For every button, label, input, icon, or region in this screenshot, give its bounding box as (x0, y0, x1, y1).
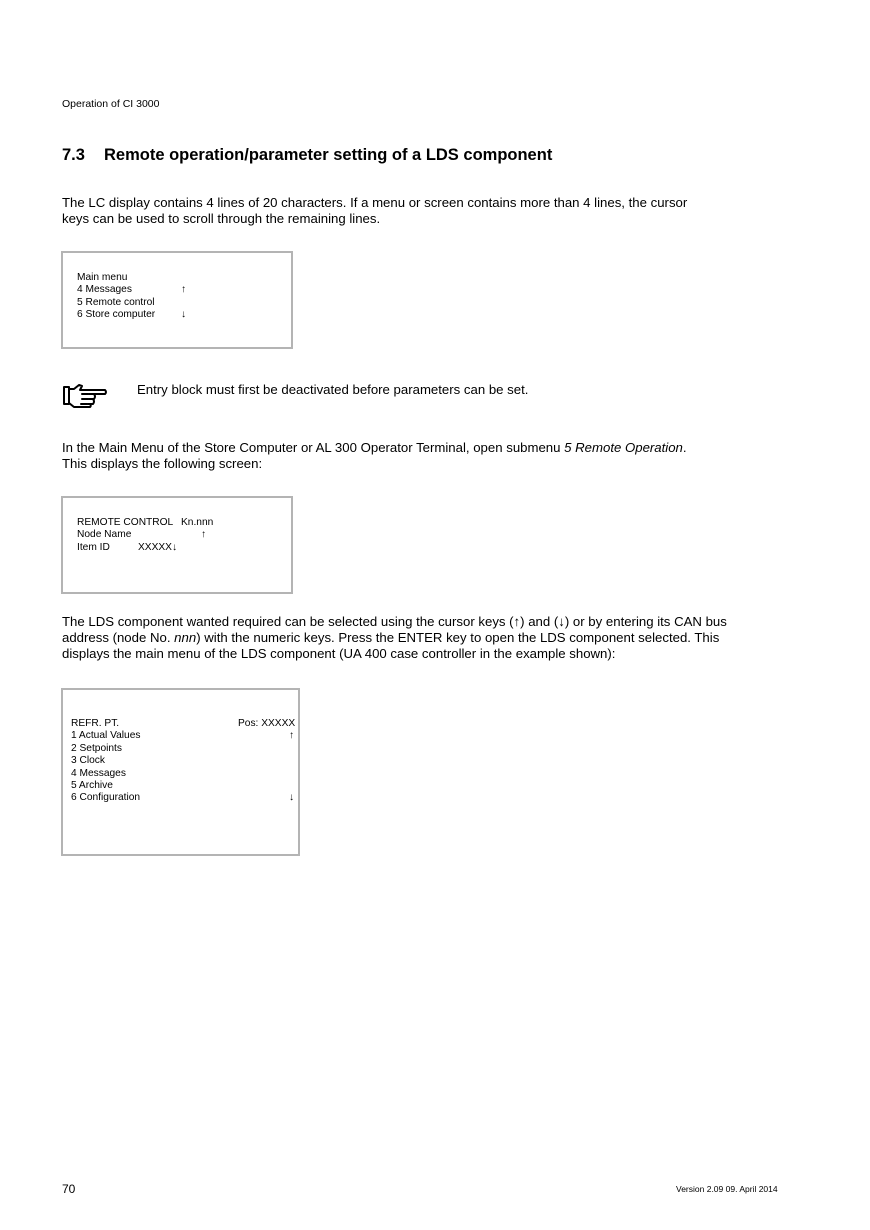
lds-menu-item: 1 Actual Values (71, 730, 141, 742)
lds-menu-item: 6 Configuration (71, 792, 141, 804)
lcd-row (77, 272, 291, 284)
scroll-up-arrow-icon: ↑ (181, 284, 187, 296)
lcd-row (71, 780, 298, 792)
lcd-row (77, 284, 291, 296)
section-heading (62, 146, 552, 165)
lds-menu-item: 3 Clock (71, 755, 105, 767)
intro-paragraph (62, 195, 822, 227)
lcd-row (77, 529, 291, 541)
selection-line-2 (62, 630, 822, 646)
lcd-row-text: 5 Remote control (77, 296, 155, 308)
node-address: Kn.nnn (181, 517, 214, 528)
selection-line-3: displays the main menu of the LDS component (UA 400 case controller in the example shown): (62, 646, 616, 661)
lcd-remote-control (61, 496, 293, 594)
note-text: Entry block must first be deactivated before parameters can be set. (137, 382, 529, 397)
section-number: 7.3 (62, 146, 85, 164)
lds-menu-item: 4 Messages (71, 767, 126, 779)
submenu-line-1 (62, 440, 822, 456)
lcd-row (71, 718, 298, 730)
lcd-main-menu (61, 251, 293, 349)
selection-line-1: The LDS component wanted required can be selected using the cursor keys (↑) and (↓) or by entering its CAN bus (62, 614, 727, 629)
lds-menu-item: 2 Setpoints (71, 742, 122, 754)
submenu-name: 5 Remote Operation (564, 440, 683, 455)
submenu-paragraph (62, 440, 822, 472)
remote-title: REMOTE CONTROL (77, 517, 174, 528)
lds-position: Pos: XXXXX (238, 718, 296, 729)
intro-line-2: keys can be used to scroll through the remaining lines. (62, 211, 381, 226)
scroll-down-arrow-icon: ↓ (181, 309, 187, 321)
lcd-row (77, 309, 291, 321)
lcd-row (77, 517, 291, 529)
scroll-down-arrow-icon: ↓ (289, 792, 295, 804)
lcd-lds-menu (61, 688, 300, 856)
page-number: 70 (62, 1182, 76, 1196)
selection-text-end: ) with the numeric keys. Press the ENTER key to open the LDS component selected. This (196, 630, 720, 645)
item-id-value (138, 542, 177, 554)
lcd-row-text: 4 Messages (77, 284, 132, 296)
selection-paragraph (62, 614, 822, 662)
lcd-row (71, 730, 298, 742)
running-header: Operation of CI 3000 (62, 98, 160, 110)
intro-line-1: The LC display contains 4 lines of 20 characters. If a menu or screen contains more than 4 lines, the cursor (62, 195, 688, 210)
selection-text: address (node No. (62, 630, 175, 645)
lds-title: REFR. PT. (71, 718, 120, 729)
scroll-down-arrow-icon: ↓ (171, 541, 178, 553)
item-id-label: Item ID (77, 541, 110, 553)
item-id-text: XXXXX (138, 541, 172, 553)
scroll-up-arrow-icon: ↑ (289, 730, 295, 742)
lcd-row-text: Main menu (77, 272, 128, 283)
lcd-row (71, 743, 298, 755)
section-title: Remote operation/parameter setting of a LDS component (104, 146, 553, 164)
node-name-label: Node Name (77, 529, 132, 541)
lcd-row (71, 768, 298, 780)
lcd-row (77, 297, 291, 309)
lds-menu-item: 5 Archive (71, 779, 113, 791)
node-number-placeholder: nnn (174, 630, 197, 645)
pointing-hand-icon (62, 382, 108, 408)
submenu-text: In the Main Menu of the Store Computer or AL 300 Operator Terminal, open submenu (62, 440, 565, 455)
lcd-row (77, 542, 291, 554)
submenu-text-end: . (682, 440, 687, 455)
lcd-row-text: 6 Store computer (77, 309, 156, 321)
lcd-row (71, 755, 298, 767)
scroll-up-arrow-icon: ↑ (201, 529, 207, 541)
version-info: Version 2.09 09. April 2014 (676, 1184, 778, 1194)
submenu-line-2: This displays the following screen: (62, 456, 263, 471)
lcd-row (71, 792, 298, 804)
